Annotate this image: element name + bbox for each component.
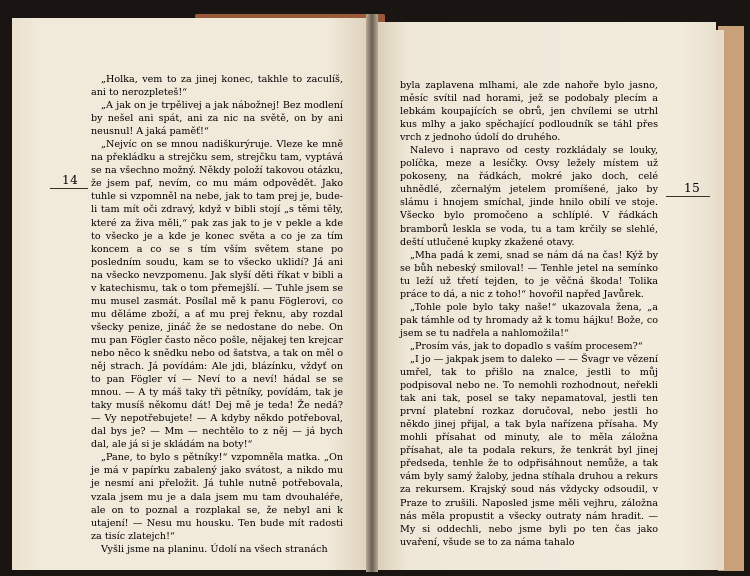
page-number-rule-left: [50, 188, 88, 189]
page-number-left: 14: [62, 173, 79, 187]
right-page-text: [400, 79, 658, 549]
page-number-rule-right: [666, 196, 710, 197]
paragraph: „Prosím vás, jak to dopadlo s vaším procesem?“: [410, 340, 643, 352]
paragraph: „A jak on je trpělivej a jak nábožnej! Bez modlení by nešel ani spát, ani za nic na světě, on by ani neusnul! A jaká paměť!“: [91, 100, 343, 138]
paragraph: „Mha padá k zemi, snad se nám dá na čas! Kýž by se bůh nebeský smiloval! — Tenhle jetel na semínko tu leží už třetí tejden, to je věčná škoda! Tolika práce to dá, a nic z toho!“ hovořil napřed Javůrek.: [400, 249, 658, 300]
paragraph: „Tohle pole bylo taky naše!“ ukazovala žena, „a pak támhle od ty hromady až k tomu hájku! Bože, co jsem se tu nadřela a nahlomožila!“: [400, 301, 658, 339]
left-page-text: [91, 73, 343, 556]
paragraph: „Nejvíc on se mnou nadiškurýruje. Vleze ke mně na překládku a strejčku sem, strejčku tam, vyptává se na všechno možný. Někdy položí takovou otázku, že jsem paf, nevím, co mu mám odpovědět. Jako tuhle si vzpomněl na nebe, jak to tam prej je, bude-li tam mít oči zdravý, když v bibli stojí „s těmi těly, které za živa měli,“ pak zas jak to je v pekle a kde to všecko je a kde je konec světa a co je za tím koncem a co se s tím vším světem stane po posledním soudu, kam se to všecko uklidí? Já ani na všecko nevzpomenu. Jak slyší děti říkat v bibli a v katechismu, tak o tom přemejšlí. — Tuhle jsem se mu musel zasmát. Posílal mě k panu Föglerovi, co mu děláme zboží, a ať mu prej řeknu, aby rozdal všecky penize, jináč že se nedostane do nebe. On mu pan Fögler často něco pošle, nějakej ten krejcar nebo něco k snědku nebo od šatstva, a tak on měl o něj strach. Já povídám: Ale jdi, blázínku, vždyť on to pan Fögler ví — Neví to a neví! hádal se se mnou. — A ty máš taky tři pětníky, povídám, tak je taky musíš někomu dát! Dej mě je teda! Že nedá? — Vy nepotřebujete! — A kdyby někdo potřeboval, dal bys je? — Mm — nechtělo to z něj — já bych dal, ale já si je skládám na boty!“: [91, 139, 343, 451]
paragraph: Nalevo i napravo od cesty rozkládaly se louky, políčka, meze a lesíčky. Ovsy ležely místem už pokoseny, na řádkách, mokré jako doch, celé uhnědlé, zčernalým jetelem promíšené, jako by slámu i hnojem smíchal, jinde hnilo obilí ve stoje. Všecko bylo promočeno a schlíplé. V řádkách bramborů leskla se voda, tu a tam krčily se slehlé, deští utlučené kupky zkažené otavy.: [400, 145, 658, 248]
paragraph: Vyšli jsme na planinu. Údolí na všech stranách: [101, 543, 328, 555]
paragraph: „I jo — jakpak jsem to daleko — — Švagr ve vězení umřel, tak to přišlo na znalce, jestli to můj podpisoval nebo ne. To nemohli rozhodnout, neřekli tak ani tak, posel se taky nepamatoval, jestli ten první platební rozkaz doručoval, nebo jestli ho někdo jinej přijal, a tak byla nařízena přísaha. My mohli přísahat od minuty, ale to měla záložna přísahat, ale ta podala rekurs, že tenkrát byl jinej předseda, tenhle že to odpřisáhnout nemůže, a tak vám byly samý žaloby, jedna stíhala druhou a rekurs za rekursem. Krajský soud nás vždycky odsoudil, v Praze to zrušili. Naposled jsme měli vejhru, záložna nás měla propustit a všecky outraty nám hradit. — My si oddechli, nebo jsme byli po ten čas jako uvaření, všude se to za náma tahalo: [400, 353, 658, 548]
book-gutter: [366, 14, 378, 572]
paragraph: „Pane, to bylo s pětníky!“ vzpomněla matka. „On je má v papírku zabalený jako svátost, a nikdo mu je nesmí ani přeložit. Já tuhle nutně potřebovala, vzala jsem mu je a dala jsem mu tam dvouhaléře, ale on to poznal a rozplakal se, že nebyl ani k utajení! — Nesu mu housku. Ten bude mít radosti za tisíc zlatejch!“: [91, 452, 343, 542]
page-number-right: 15: [684, 181, 701, 195]
paragraph: byla zaplavena mlhami, ale zde nahoře bylo jasno, měsíc svítil nad horami, jež se podobaly plecím a lebkám koupajících se obrů, jen chvílemi se utrhl kus mlhy a jako spěchající podloudník se táhl přes vrch z jednoho údolí do druhého.: [400, 80, 658, 144]
paragraph: „Holka, vem to za jinej konec, takhle to zaculíš, ani to nerozpleteš!“: [91, 74, 343, 99]
